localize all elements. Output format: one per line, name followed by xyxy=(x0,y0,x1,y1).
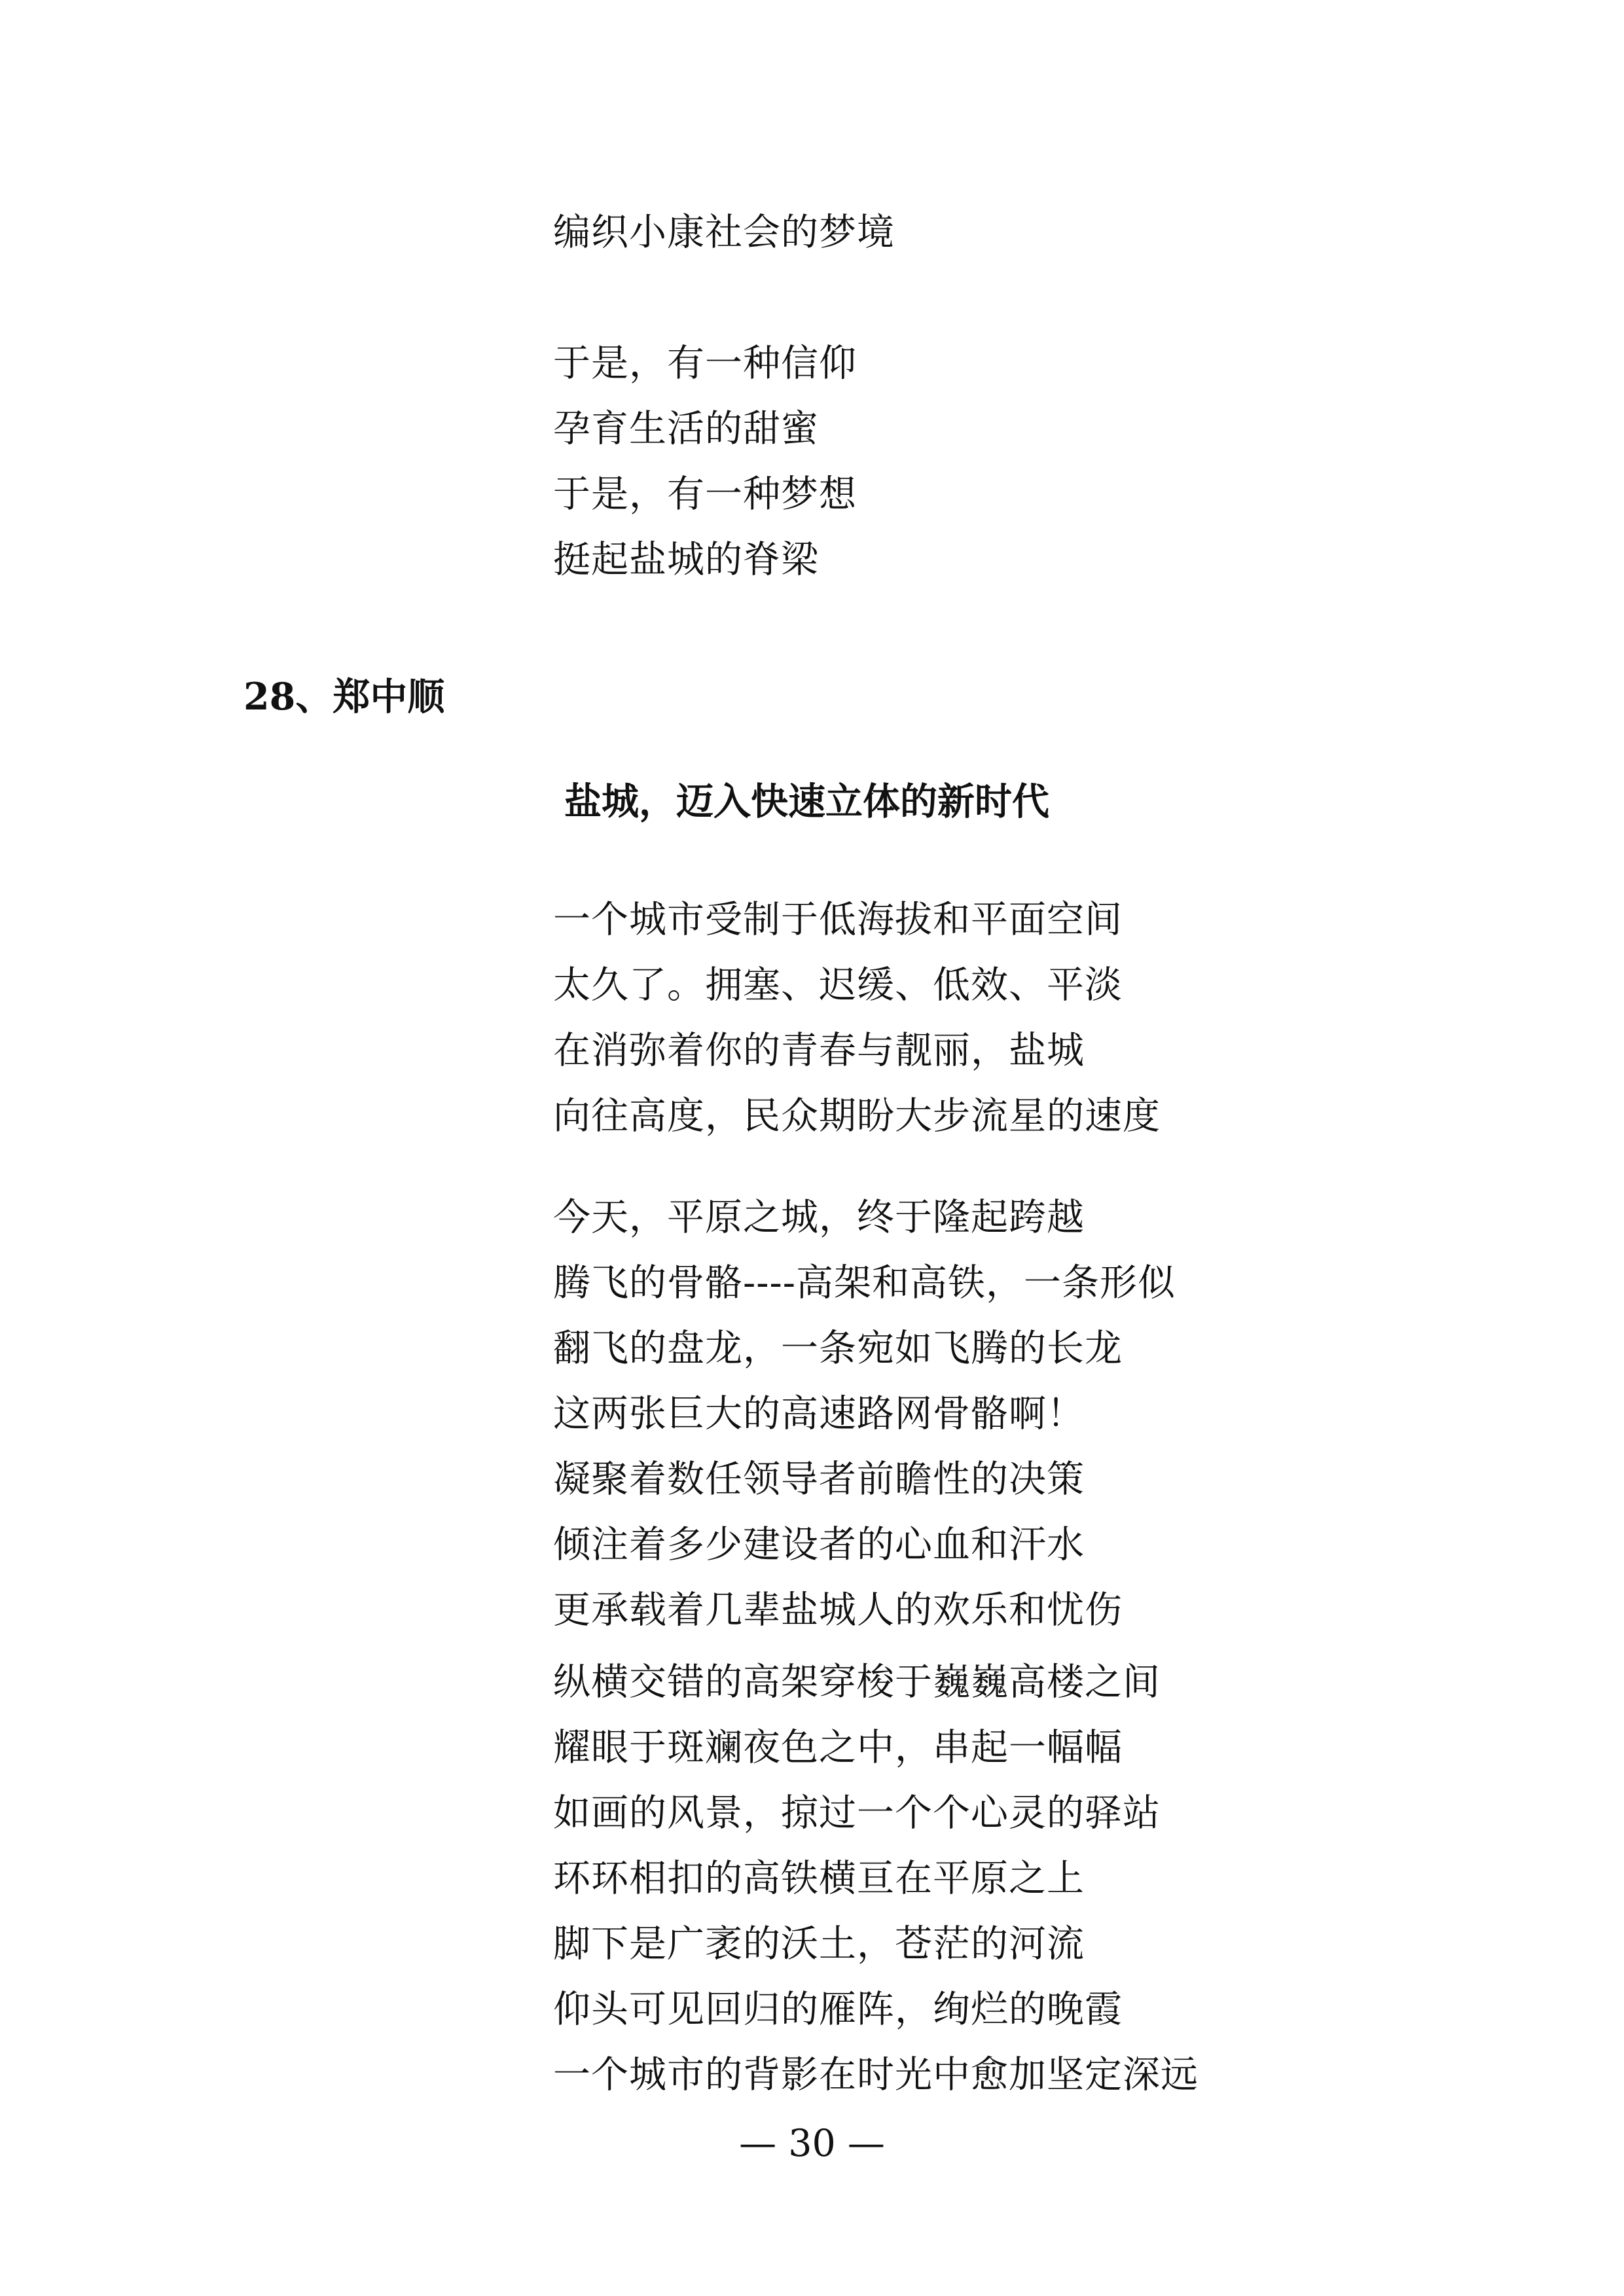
page-number: — 30 — xyxy=(739,2122,885,2165)
poem-line: 挺起盐城的脊梁 xyxy=(553,538,819,581)
poem-line: 腾飞的骨骼----高架和高铁，一条形似 xyxy=(553,1261,1176,1304)
poem-line: 一个城市的背影在时光中愈加坚定深远 xyxy=(553,2053,1199,2096)
poem-line: 纵横交错的高架穿梭于巍巍高楼之间 xyxy=(553,1660,1161,1704)
poem-line: 在消弥着你的青春与靓丽，盐城 xyxy=(553,1029,1085,1072)
poem-line: 于是，有一种梦想 xyxy=(553,473,857,516)
previous-poem-final-stanza xyxy=(553,331,1535,592)
poem-line: 仰头可见回归的雁阵，绚烂的晚霞 xyxy=(553,1988,1123,2031)
poem-line: 编织小康社会的梦境 xyxy=(553,211,895,254)
poem-stanza-1 xyxy=(553,887,1535,1149)
poem-line: 环环相扣的高铁横亘在平原之上 xyxy=(553,1857,1085,1900)
poem-line: 耀眼于斑斓夜色之中，串起一幅幅 xyxy=(553,1726,1123,1769)
poem-stanza-3 xyxy=(553,1649,1535,2108)
poem-line: 于是，有一种信仰 xyxy=(553,342,857,385)
previous-poem-stanza-end xyxy=(553,200,1535,265)
author-section-heading: 28、郑中顺 xyxy=(244,675,445,719)
poem-line: 凝聚着数任领导者前瞻性的决策 xyxy=(553,1458,1085,1501)
poem-line: 今天，平原之城，终于隆起跨越 xyxy=(553,1196,1085,1239)
poem-line: 脚下是广袤的沃土，苍茫的河流 xyxy=(553,1922,1085,1965)
poem-line: 倾注着多少建设者的心血和汗水 xyxy=(553,1523,1085,1566)
poem-stanza-2 xyxy=(553,1185,1535,1643)
poem-line: 向往高度，民众期盼大步流星的速度 xyxy=(553,1094,1161,1138)
poem-line: 如画的风景，掠过一个个心灵的驿站 xyxy=(553,1791,1161,1835)
poem-line: 翻飞的盘龙，一条宛如飞腾的长龙 xyxy=(553,1327,1123,1370)
poem-line: 更承载着几辈盐城人的欢乐和忧伤 xyxy=(553,1588,1123,1632)
poem-line: 一个城市受制于低海拔和平面空间 xyxy=(553,898,1123,941)
poem-title: 盐城，迈入快速立体的新时代 xyxy=(564,780,1049,823)
poem-line: 这两张巨大的高速路网骨骼啊！ xyxy=(553,1392,1085,1435)
poem-line: 孕育生活的甜蜜 xyxy=(553,407,819,450)
poem-line: 太久了。拥塞、迟缓、低效、平淡 xyxy=(553,963,1123,1007)
